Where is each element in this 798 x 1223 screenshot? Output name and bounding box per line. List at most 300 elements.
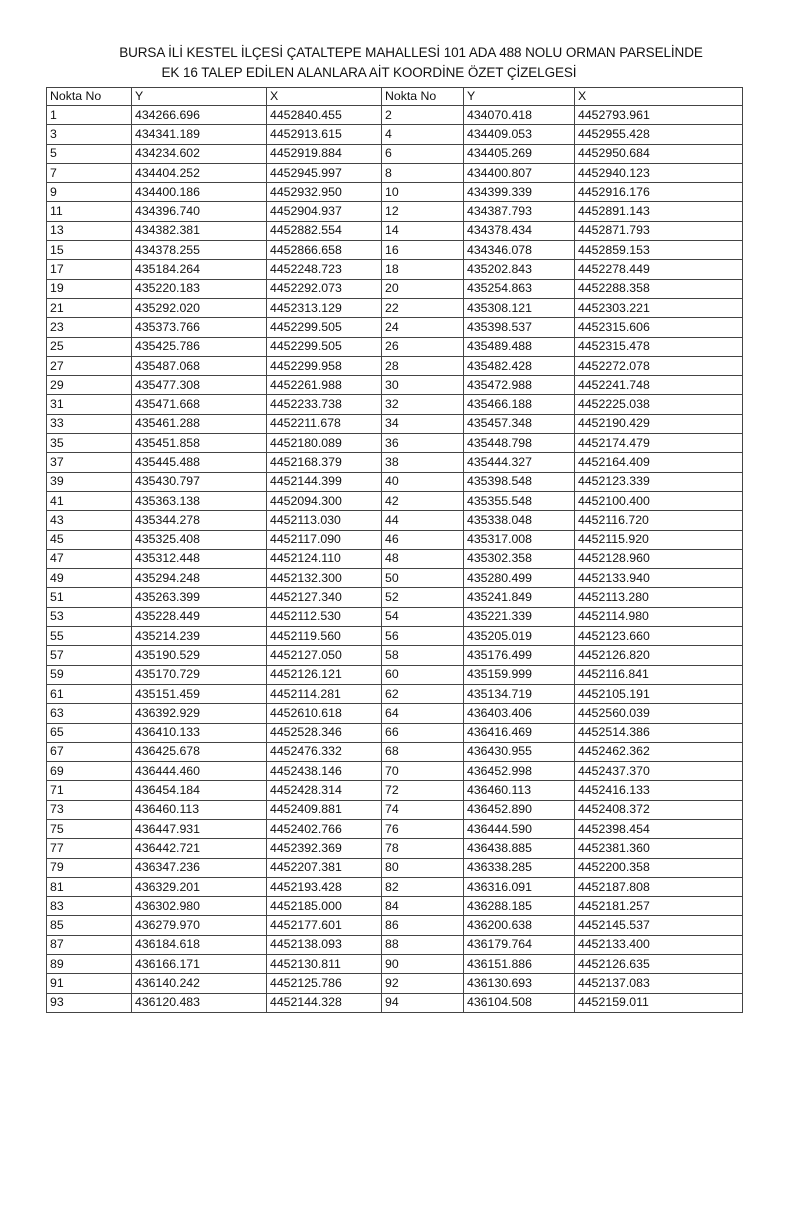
cell-x-left: 4452127.050 xyxy=(267,646,382,665)
cell-point-no-right: 6 xyxy=(382,144,464,163)
cell-point-no-right: 42 xyxy=(382,491,464,510)
cell-y-left: 436410.133 xyxy=(132,723,267,742)
cell-y-right: 436200.638 xyxy=(464,916,575,935)
cell-x-left: 4452138.093 xyxy=(267,935,382,954)
cell-point-no-right: 64 xyxy=(382,704,464,723)
cell-x-left: 4452207.381 xyxy=(267,858,382,877)
table-row xyxy=(47,356,743,375)
cell-y-left: 435445.488 xyxy=(132,453,267,472)
cell-point-no-left: 45 xyxy=(47,530,132,549)
cell-x-right: 4452123.660 xyxy=(575,627,743,646)
table-row xyxy=(47,819,743,838)
cell-x-left: 4452392.369 xyxy=(267,839,382,858)
cell-y-left: 436279.970 xyxy=(132,916,267,935)
cell-y-right: 435254.863 xyxy=(464,279,575,298)
cell-point-no-left: 21 xyxy=(47,298,132,317)
cell-y-left: 435325.408 xyxy=(132,530,267,549)
cell-y-right: 435302.358 xyxy=(464,549,575,568)
cell-x-right: 4452116.720 xyxy=(575,511,743,530)
cell-y-left: 434400.186 xyxy=(132,183,267,202)
cell-point-no-left: 59 xyxy=(47,665,132,684)
cell-point-no-left: 17 xyxy=(47,260,132,279)
cell-y-right: 434405.269 xyxy=(464,144,575,163)
cell-point-no-left: 67 xyxy=(47,742,132,761)
table-header-row xyxy=(47,88,743,106)
cell-y-right: 435398.548 xyxy=(464,472,575,491)
cell-y-left: 435373.766 xyxy=(132,318,267,337)
cell-x-left: 4452117.090 xyxy=(267,530,382,549)
cell-point-no-right: 2 xyxy=(382,106,464,125)
cell-x-right: 4452398.454 xyxy=(575,819,743,838)
cell-x-right: 4452859.153 xyxy=(575,241,743,260)
cell-y-right: 436444.590 xyxy=(464,819,575,838)
cell-y-left: 435344.278 xyxy=(132,511,267,530)
cell-y-right: 435489.488 xyxy=(464,337,575,356)
cell-point-no-right: 92 xyxy=(382,974,464,993)
cell-point-no-right: 52 xyxy=(382,588,464,607)
cell-x-right: 4452315.606 xyxy=(575,318,743,337)
cell-x-right: 4452181.257 xyxy=(575,897,743,916)
table-row xyxy=(47,916,743,935)
cell-x-left: 4452866.658 xyxy=(267,241,382,260)
cell-point-no-right: 68 xyxy=(382,742,464,761)
cell-x-right: 4452114.980 xyxy=(575,607,743,626)
cell-x-left: 4452124.110 xyxy=(267,549,382,568)
cell-x-right: 4452940.123 xyxy=(575,163,743,182)
cell-y-left: 435425.786 xyxy=(132,337,267,356)
table-row xyxy=(47,318,743,337)
cell-x-left: 4452125.786 xyxy=(267,974,382,993)
cell-x-left: 4452127.340 xyxy=(267,588,382,607)
cell-point-no-right: 40 xyxy=(382,472,464,491)
cell-x-right: 4452950.684 xyxy=(575,144,743,163)
cell-y-right: 435205.019 xyxy=(464,627,575,646)
cell-x-left: 4452292.073 xyxy=(267,279,382,298)
cell-x-left: 4452476.332 xyxy=(267,742,382,761)
cell-point-no-left: 25 xyxy=(47,337,132,356)
cell-x-left: 4452180.089 xyxy=(267,434,382,453)
cell-x-right: 4452315.478 xyxy=(575,337,743,356)
cell-y-right: 436288.185 xyxy=(464,897,575,916)
cell-x-right: 4452133.940 xyxy=(575,569,743,588)
table-row xyxy=(47,183,743,202)
table-row xyxy=(47,665,743,684)
cell-point-no-right: 78 xyxy=(382,839,464,858)
cell-y-left: 436120.483 xyxy=(132,993,267,1012)
header-x-right: X xyxy=(575,88,743,106)
cell-y-right: 435457.348 xyxy=(464,414,575,433)
table-row xyxy=(47,607,743,626)
cell-point-no-right: 70 xyxy=(382,762,464,781)
cell-x-left: 4452211.678 xyxy=(267,414,382,433)
cell-y-left: 435184.264 xyxy=(132,260,267,279)
table-row xyxy=(47,260,743,279)
cell-y-right: 435482.428 xyxy=(464,356,575,375)
cell-point-no-left: 13 xyxy=(47,221,132,240)
cell-x-right: 4452145.537 xyxy=(575,916,743,935)
cell-y-left: 434396.740 xyxy=(132,202,267,221)
cell-y-right: 434400.807 xyxy=(464,163,575,182)
cell-x-left: 4452299.505 xyxy=(267,337,382,356)
cell-point-no-right: 82 xyxy=(382,877,464,896)
cell-x-right: 4452190.429 xyxy=(575,414,743,433)
cell-y-right: 435280.499 xyxy=(464,569,575,588)
cell-point-no-left: 19 xyxy=(47,279,132,298)
cell-point-no-left: 75 xyxy=(47,819,132,838)
cell-y-right: 436460.113 xyxy=(464,781,575,800)
cell-point-no-left: 27 xyxy=(47,356,132,375)
cell-y-right: 436104.508 xyxy=(464,993,575,1012)
cell-x-right: 4452123.339 xyxy=(575,472,743,491)
cell-point-no-right: 12 xyxy=(382,202,464,221)
cell-y-right: 436430.955 xyxy=(464,742,575,761)
cell-y-right: 435317.008 xyxy=(464,530,575,549)
cell-y-left: 435430.797 xyxy=(132,472,267,491)
cell-x-left: 4452094.300 xyxy=(267,491,382,510)
table-row xyxy=(47,221,743,240)
cell-x-right: 4452241.748 xyxy=(575,376,743,395)
table-row xyxy=(47,549,743,568)
cell-x-left: 4452882.554 xyxy=(267,221,382,240)
cell-y-left: 436166.171 xyxy=(132,955,267,974)
cell-y-left: 435292.020 xyxy=(132,298,267,317)
cell-y-right: 435398.537 xyxy=(464,318,575,337)
table-row xyxy=(47,376,743,395)
cell-x-left: 4452177.601 xyxy=(267,916,382,935)
cell-x-left: 4452233.738 xyxy=(267,395,382,414)
table-row xyxy=(47,684,743,703)
table-row xyxy=(47,569,743,588)
cell-x-right: 4452272.078 xyxy=(575,356,743,375)
cell-point-no-left: 93 xyxy=(47,993,132,1012)
cell-x-left: 4452313.129 xyxy=(267,298,382,317)
cell-point-no-right: 74 xyxy=(382,800,464,819)
header-point-no-right: Nokta No xyxy=(382,88,464,106)
cell-y-right: 436316.091 xyxy=(464,877,575,896)
cell-x-left: 4452144.399 xyxy=(267,472,382,491)
table-row xyxy=(47,993,743,1012)
cell-y-left: 435228.449 xyxy=(132,607,267,626)
cell-point-no-right: 26 xyxy=(382,337,464,356)
table-row xyxy=(47,839,743,858)
cell-y-right: 436130.693 xyxy=(464,974,575,993)
cell-x-left: 4452945.997 xyxy=(267,163,382,182)
cell-point-no-right: 48 xyxy=(382,549,464,568)
cell-y-left: 435471.668 xyxy=(132,395,267,414)
document-subtitle: EK 16 TALEP EDİLEN ALANLARA AİT KOORDİNE ÖZET ÇİZELGESİ xyxy=(161,65,577,80)
cell-y-left: 436442.721 xyxy=(132,839,267,858)
cell-point-no-right: 20 xyxy=(382,279,464,298)
cell-point-no-right: 56 xyxy=(382,627,464,646)
cell-x-right: 4452560.039 xyxy=(575,704,743,723)
table-row xyxy=(47,781,743,800)
cell-point-no-left: 11 xyxy=(47,202,132,221)
cell-x-right: 4452871.793 xyxy=(575,221,743,240)
cell-x-right: 4452916.176 xyxy=(575,183,743,202)
cell-point-no-left: 57 xyxy=(47,646,132,665)
cell-y-right: 435202.843 xyxy=(464,260,575,279)
cell-x-right: 4452381.360 xyxy=(575,839,743,858)
cell-y-left: 434341.189 xyxy=(132,125,267,144)
cell-point-no-right: 84 xyxy=(382,897,464,916)
cell-y-left: 435294.248 xyxy=(132,569,267,588)
cell-y-right: 434387.793 xyxy=(464,202,575,221)
cell-y-left: 435214.239 xyxy=(132,627,267,646)
cell-point-no-left: 81 xyxy=(47,877,132,896)
cell-x-right: 4452187.808 xyxy=(575,877,743,896)
cell-point-no-left: 37 xyxy=(47,453,132,472)
table-row xyxy=(47,125,743,144)
cell-y-left: 436425.678 xyxy=(132,742,267,761)
cell-y-left: 434382.381 xyxy=(132,221,267,240)
cell-x-left: 4452932.950 xyxy=(267,183,382,202)
cell-point-no-left: 15 xyxy=(47,241,132,260)
table-row xyxy=(47,241,743,260)
cell-x-right: 4452159.011 xyxy=(575,993,743,1012)
cell-y-left: 436140.242 xyxy=(132,974,267,993)
table-row xyxy=(47,704,743,723)
cell-point-no-left: 5 xyxy=(47,144,132,163)
cell-y-right: 434070.418 xyxy=(464,106,575,125)
cell-point-no-right: 36 xyxy=(382,434,464,453)
table-row xyxy=(47,646,743,665)
cell-point-no-left: 41 xyxy=(47,491,132,510)
cell-x-right: 4452137.083 xyxy=(575,974,743,993)
cell-point-no-right: 88 xyxy=(382,935,464,954)
cell-point-no-left: 9 xyxy=(47,183,132,202)
cell-x-left: 4452528.346 xyxy=(267,723,382,742)
cell-point-no-right: 24 xyxy=(382,318,464,337)
table-row xyxy=(47,800,743,819)
cell-x-right: 4452225.038 xyxy=(575,395,743,414)
cell-point-no-right: 54 xyxy=(382,607,464,626)
cell-point-no-left: 77 xyxy=(47,839,132,858)
cell-point-no-right: 22 xyxy=(382,298,464,317)
table-row xyxy=(47,935,743,954)
cell-point-no-right: 46 xyxy=(382,530,464,549)
cell-point-no-left: 65 xyxy=(47,723,132,742)
cell-y-right: 435134.719 xyxy=(464,684,575,703)
cell-y-left: 435461.288 xyxy=(132,414,267,433)
cell-y-right: 434378.434 xyxy=(464,221,575,240)
cell-point-no-right: 86 xyxy=(382,916,464,935)
cell-x-left: 4452114.281 xyxy=(267,684,382,703)
cell-point-no-left: 31 xyxy=(47,395,132,414)
cell-point-no-left: 39 xyxy=(47,472,132,491)
cell-point-no-left: 87 xyxy=(47,935,132,954)
cell-x-right: 4452514.386 xyxy=(575,723,743,742)
table-row xyxy=(47,163,743,182)
cell-y-right: 436338.285 xyxy=(464,858,575,877)
cell-point-no-right: 8 xyxy=(382,163,464,182)
cell-point-no-left: 35 xyxy=(47,434,132,453)
header-x-left: X xyxy=(267,88,382,106)
cell-y-right: 435448.798 xyxy=(464,434,575,453)
cell-y-right: 435472.988 xyxy=(464,376,575,395)
table-row xyxy=(47,877,743,896)
cell-point-no-right: 4 xyxy=(382,125,464,144)
cell-y-right: 435308.121 xyxy=(464,298,575,317)
cell-point-no-left: 3 xyxy=(47,125,132,144)
cell-point-no-right: 72 xyxy=(382,781,464,800)
cell-point-no-left: 33 xyxy=(47,414,132,433)
cell-y-left: 434266.696 xyxy=(132,106,267,125)
cell-x-right: 4452408.372 xyxy=(575,800,743,819)
cell-point-no-left: 83 xyxy=(47,897,132,916)
table-row xyxy=(47,762,743,781)
cell-x-right: 4452278.449 xyxy=(575,260,743,279)
header-y-left: Y xyxy=(132,88,267,106)
cell-x-right: 4452115.920 xyxy=(575,530,743,549)
cell-point-no-left: 91 xyxy=(47,974,132,993)
cell-y-right: 436452.890 xyxy=(464,800,575,819)
cell-y-left: 436302.980 xyxy=(132,897,267,916)
cell-point-no-left: 51 xyxy=(47,588,132,607)
cell-x-left: 4452919.884 xyxy=(267,144,382,163)
cell-y-right: 435159.999 xyxy=(464,665,575,684)
cell-y-left: 436460.113 xyxy=(132,800,267,819)
table-row xyxy=(47,472,743,491)
cell-y-right: 435176.499 xyxy=(464,646,575,665)
cell-y-left: 436184.618 xyxy=(132,935,267,954)
cell-x-right: 4452955.428 xyxy=(575,125,743,144)
cell-y-right: 434399.339 xyxy=(464,183,575,202)
cell-point-no-left: 63 xyxy=(47,704,132,723)
cell-point-no-left: 53 xyxy=(47,607,132,626)
cell-x-right: 4452133.400 xyxy=(575,935,743,954)
cell-x-left: 4452438.146 xyxy=(267,762,382,781)
cell-x-right: 4452126.635 xyxy=(575,955,743,974)
cell-point-no-left: 69 xyxy=(47,762,132,781)
table-row xyxy=(47,453,743,472)
cell-point-no-right: 44 xyxy=(382,511,464,530)
cell-point-no-left: 47 xyxy=(47,549,132,568)
cell-point-no-right: 38 xyxy=(382,453,464,472)
table-row xyxy=(47,491,743,510)
cell-x-left: 4452193.428 xyxy=(267,877,382,896)
cell-point-no-left: 55 xyxy=(47,627,132,646)
cell-x-left: 4452409.881 xyxy=(267,800,382,819)
cell-x-left: 4452299.505 xyxy=(267,318,382,337)
cell-y-left: 434378.255 xyxy=(132,241,267,260)
document-title: BURSA İLİ KESTEL İLÇESİ ÇATALTEPE MAHALLESİ 101 ADA 488 NOLU ORMAN PARSELİNDE xyxy=(119,45,703,60)
cell-point-no-right: 94 xyxy=(382,993,464,1012)
cell-y-left: 435451.858 xyxy=(132,434,267,453)
table-row xyxy=(47,202,743,221)
cell-point-no-right: 28 xyxy=(382,356,464,375)
cell-x-left: 4452248.723 xyxy=(267,260,382,279)
cell-y-right: 436403.406 xyxy=(464,704,575,723)
cell-y-left: 435477.308 xyxy=(132,376,267,395)
cell-x-right: 4452462.362 xyxy=(575,742,743,761)
table-row xyxy=(47,530,743,549)
cell-point-no-right: 14 xyxy=(382,221,464,240)
table-row xyxy=(47,742,743,761)
cell-x-left: 4452126.121 xyxy=(267,665,382,684)
cell-point-no-right: 32 xyxy=(382,395,464,414)
cell-y-left: 436447.931 xyxy=(132,819,267,838)
cell-y-right: 436438.885 xyxy=(464,839,575,858)
cell-point-no-left: 43 xyxy=(47,511,132,530)
cell-x-left: 4452261.988 xyxy=(267,376,382,395)
cell-point-no-right: 34 xyxy=(382,414,464,433)
cell-point-no-right: 50 xyxy=(382,569,464,588)
cell-point-no-right: 60 xyxy=(382,665,464,684)
cell-x-right: 4452174.479 xyxy=(575,434,743,453)
table-row xyxy=(47,279,743,298)
table-row xyxy=(47,337,743,356)
cell-x-left: 4452119.560 xyxy=(267,627,382,646)
cell-point-no-right: 90 xyxy=(382,955,464,974)
cell-point-no-left: 29 xyxy=(47,376,132,395)
header-point-no-left: Nokta No xyxy=(47,88,132,106)
cell-x-right: 4452303.221 xyxy=(575,298,743,317)
cell-point-no-left: 73 xyxy=(47,800,132,819)
cell-x-left: 4452168.379 xyxy=(267,453,382,472)
cell-point-no-left: 23 xyxy=(47,318,132,337)
table-row xyxy=(47,974,743,993)
cell-y-right: 436416.469 xyxy=(464,723,575,742)
cell-point-no-right: 58 xyxy=(382,646,464,665)
cell-y-left: 434234.602 xyxy=(132,144,267,163)
cell-x-right: 4452437.370 xyxy=(575,762,743,781)
cell-point-no-left: 1 xyxy=(47,106,132,125)
cell-y-left: 435170.729 xyxy=(132,665,267,684)
table-row xyxy=(47,434,743,453)
cell-y-left: 435263.399 xyxy=(132,588,267,607)
table-row xyxy=(47,627,743,646)
cell-point-no-right: 76 xyxy=(382,819,464,838)
cell-y-right: 435241.849 xyxy=(464,588,575,607)
cell-x-left: 4452185.000 xyxy=(267,897,382,916)
cell-point-no-right: 66 xyxy=(382,723,464,742)
cell-y-right: 436452.998 xyxy=(464,762,575,781)
cell-y-left: 435487.068 xyxy=(132,356,267,375)
cell-x-right: 4452100.400 xyxy=(575,491,743,510)
cell-point-no-right: 30 xyxy=(382,376,464,395)
cell-x-right: 4452200.358 xyxy=(575,858,743,877)
cell-y-right: 435355.548 xyxy=(464,491,575,510)
cell-x-right: 4452793.961 xyxy=(575,106,743,125)
cell-y-left: 436347.236 xyxy=(132,858,267,877)
cell-y-left: 435363.138 xyxy=(132,491,267,510)
cell-x-right: 4452116.841 xyxy=(575,665,743,684)
cell-x-right: 4452128.960 xyxy=(575,549,743,568)
table-row xyxy=(47,723,743,742)
coordinate-table xyxy=(46,87,743,1013)
table-row xyxy=(47,298,743,317)
cell-x-right: 4452891.143 xyxy=(575,202,743,221)
cell-point-no-right: 16 xyxy=(382,241,464,260)
table-row xyxy=(47,106,743,125)
cell-y-right: 434346.078 xyxy=(464,241,575,260)
cell-point-no-left: 79 xyxy=(47,858,132,877)
cell-x-left: 4452132.300 xyxy=(267,569,382,588)
cell-x-left: 4452144.328 xyxy=(267,993,382,1012)
cell-x-right: 4452105.191 xyxy=(575,684,743,703)
cell-x-left: 4452402.766 xyxy=(267,819,382,838)
cell-x-right: 4452416.133 xyxy=(575,781,743,800)
header-y-right: Y xyxy=(464,88,575,106)
table-row xyxy=(47,588,743,607)
cell-point-no-right: 80 xyxy=(382,858,464,877)
cell-y-left: 436454.184 xyxy=(132,781,267,800)
cell-x-right: 4452164.409 xyxy=(575,453,743,472)
cell-point-no-left: 7 xyxy=(47,163,132,182)
cell-y-left: 435220.183 xyxy=(132,279,267,298)
table-row xyxy=(47,858,743,877)
cell-x-right: 4452126.820 xyxy=(575,646,743,665)
